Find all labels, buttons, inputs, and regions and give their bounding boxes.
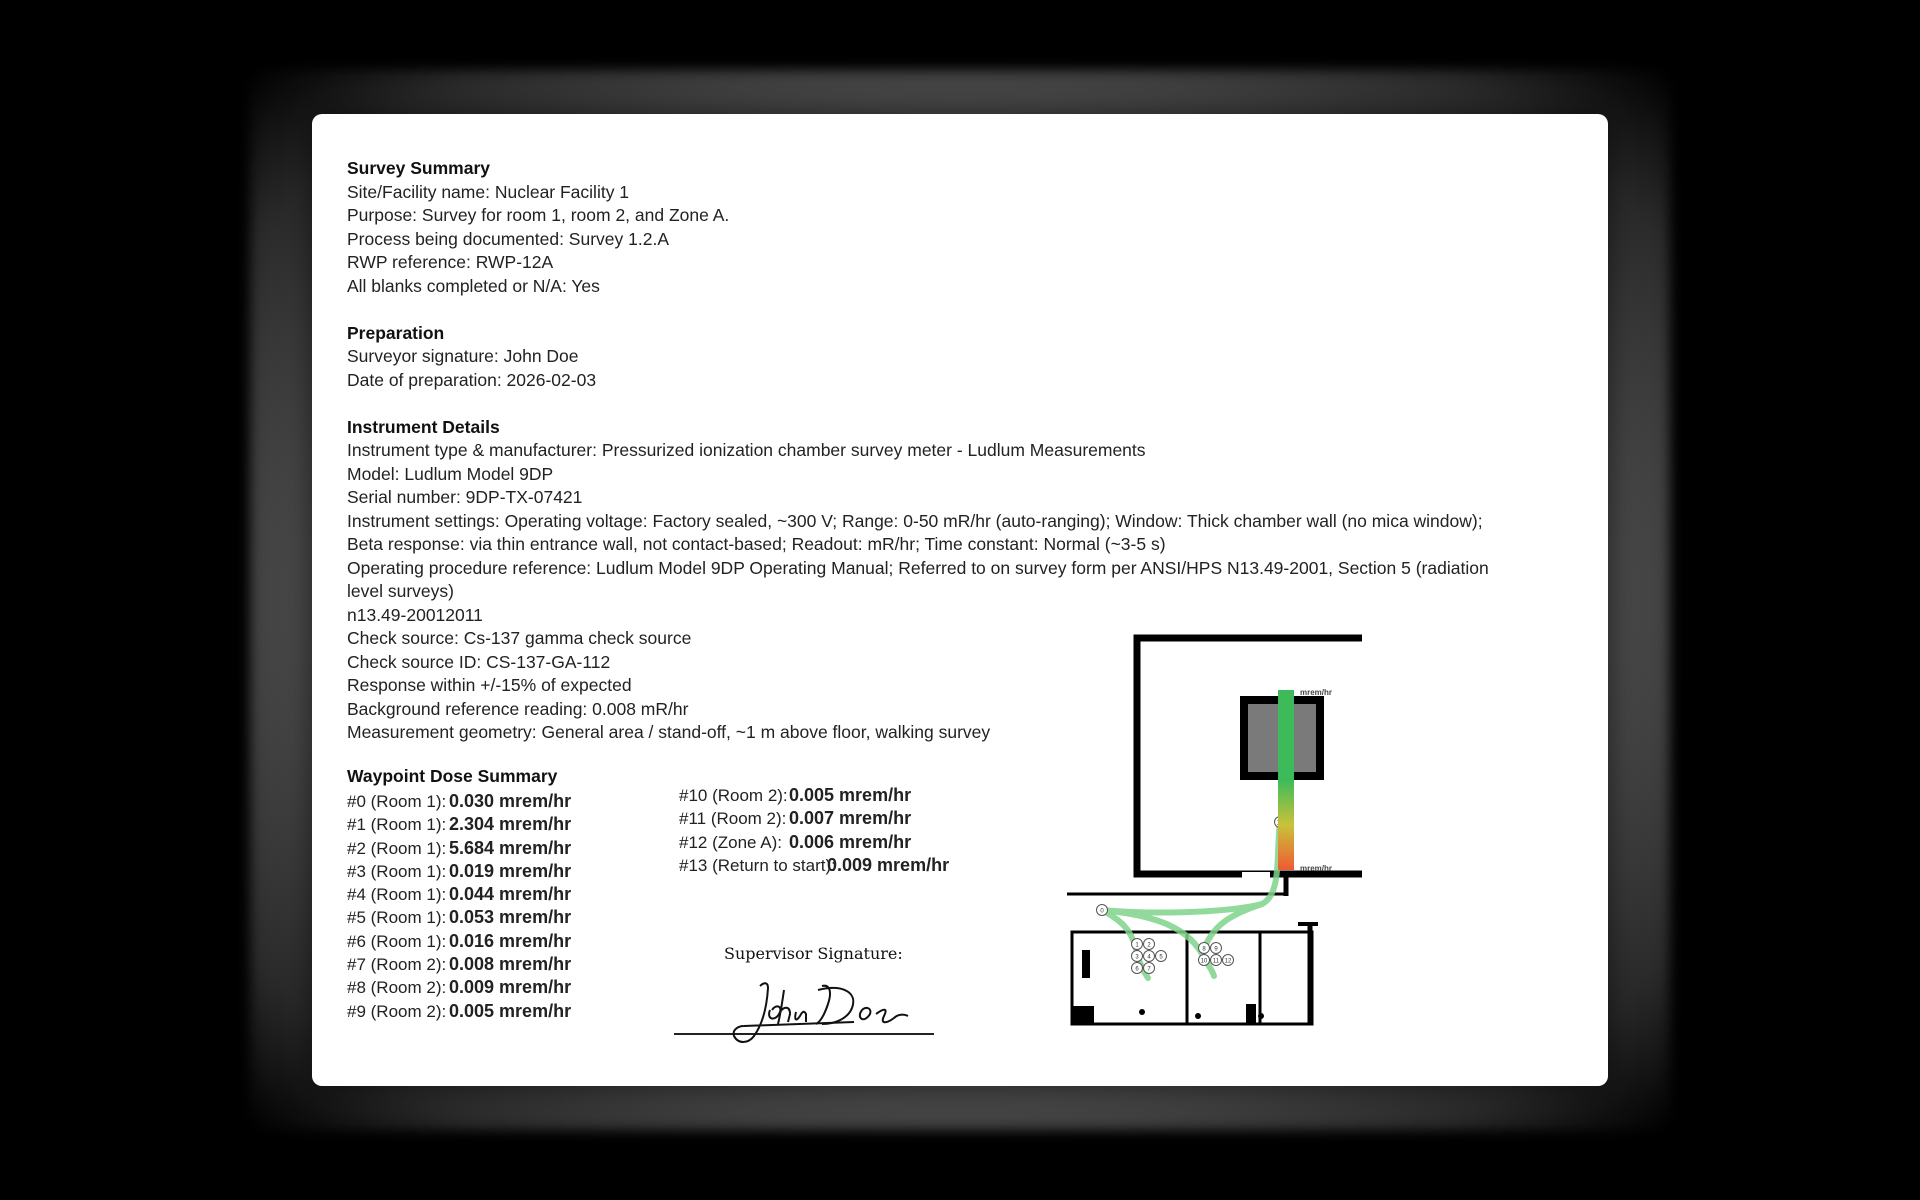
- waypoint-row: [347, 954, 571, 977]
- svg-text:7: 7: [1147, 966, 1151, 973]
- svg-text:4: 4: [1147, 954, 1151, 961]
- survey-path-segment: [1102, 822, 1280, 912]
- summary-line: RWP reference: RWP-12A: [347, 252, 554, 272]
- summary-line: All blanks completed or N/A: Yes: [347, 275, 600, 296]
- summary-line: Site/Facility name: Nuclear Facility 1: [347, 181, 630, 202]
- waypoint-row: [347, 977, 571, 1000]
- instrument-line: Instrument settings: Operating voltage: Factory sealed, ~300 V; Range: 0-50 mR/hr (auto-ranging); Window: Thick chamber wall (no mica window);: [347, 510, 1483, 531]
- waypoint-row: [679, 785, 949, 808]
- waypoint-row: [347, 791, 571, 814]
- preparation-line: Date of preparation: 2026-02-03: [347, 369, 597, 390]
- svg-text:9: 9: [1214, 946, 1218, 953]
- waypoint-dose-value: 0.005 mrem/hr: [449, 1000, 572, 1021]
- waypoint-marker: [1223, 955, 1234, 966]
- instrument-line: n13.49-20012011: [347, 604, 483, 625]
- waypoint-marker: [1211, 955, 1222, 966]
- waypoint-dose-value: 0.007 mrem/hr: [789, 808, 912, 829]
- waypoint-row: [347, 838, 571, 861]
- instrument-line: Check source: Cs-137 gamma check source: [347, 628, 692, 648]
- waypoint-marker: [1199, 955, 1210, 966]
- waypoint-label: #10 (Room 2):: [679, 786, 788, 805]
- instrument-line: Check source ID: CS-137-GA-112: [347, 651, 611, 672]
- waypoint-row: [347, 907, 571, 930]
- waypoint-marker: [1144, 963, 1155, 974]
- svg-text:3: 3: [1135, 954, 1139, 961]
- survey-path: [1102, 822, 1280, 978]
- instrument-line: Operating procedure reference: Ludlum Model 9DP Operating Manual; Referred to on survey form per ANSI/HPS N13.49-2001, Section 5 (radiation: [347, 557, 1489, 578]
- section-heading-preparation: Preparation: [347, 322, 445, 343]
- section-heading-instrument-details: Instrument Details: [347, 416, 500, 437]
- instrument-line: Background reference reading: 0.008 mR/hr: [347, 698, 689, 719]
- waypoint-marker: [1156, 951, 1167, 962]
- rooms-outline: [1072, 932, 1312, 1024]
- svg-text:8: 8: [1202, 946, 1206, 953]
- waypoint-dose-value: 2.304 mrem/hr: [449, 814, 572, 835]
- waypoint-marker: [1097, 905, 1108, 916]
- svg-text:11: 11: [1212, 958, 1220, 965]
- waypoint-label: #6 (Room 1):: [347, 931, 447, 951]
- svg-text:6: 6: [1135, 966, 1139, 973]
- waypoint-dose-value: 5.684 mrem/hr: [449, 837, 572, 858]
- waypoint-label: #4 (Room 1):: [347, 885, 447, 905]
- instrument-line: Model: Ludlum Model 9DP: [347, 463, 554, 484]
- summary-line: Process being documented: Survey 1.2.A: [347, 228, 669, 249]
- waypoint-dose-value: 0.009 mrem/hr: [827, 854, 950, 875]
- svg-text:2: 2: [1147, 942, 1151, 949]
- preparation-line: Surveyor signature: John Doe: [347, 346, 579, 366]
- waypoint-column-2: [679, 785, 949, 878]
- waypoint-column-1: [347, 791, 571, 1024]
- summary-line: Purpose: Survey for room 1, room 2, and Zone A.: [347, 205, 730, 225]
- waypoint-marker: [1199, 943, 1210, 954]
- survey-document: [312, 114, 1608, 1086]
- waypoint-label: #13 (Return to start):: [679, 855, 836, 875]
- svg-text:12: 12: [1224, 958, 1232, 965]
- waypoint-dose-value: 0.030 mrem/hr: [449, 791, 572, 811]
- section-heading-survey-summary: Survey Summary: [347, 158, 490, 178]
- waypoint-dose-value: 0.019 mrem/hr: [449, 860, 572, 881]
- waypoint-label: #11 (Room 2):: [679, 809, 787, 829]
- instrument-line: Serial number: 9DP-TX-07421: [347, 487, 583, 507]
- waypoint-label: #5 (Room 1):: [347, 908, 447, 928]
- legend-unit-bottom: mrem/hr: [1300, 864, 1333, 873]
- waypoint-row: [347, 861, 571, 884]
- waypoint-row: [679, 832, 949, 855]
- waypoint-marker: [1132, 963, 1143, 974]
- section-heading-waypoint-dose-summary: Waypoint Dose Summary: [347, 766, 558, 786]
- svg-text:1: 1: [1135, 942, 1139, 949]
- waypoint-label: #7 (Room 2):: [347, 955, 447, 975]
- waypoint-marker: [1144, 939, 1155, 950]
- waypoint-dose-value: 0.044 mrem/hr: [449, 884, 572, 905]
- waypoint-dose-value: 0.053 mrem/hr: [449, 907, 572, 928]
- waypoint-row: [347, 931, 571, 954]
- waypoint-row: [347, 1001, 571, 1024]
- waypoint-dose-value: 0.008 mrem/hr: [449, 954, 572, 975]
- instrument-line: Instrument type & manufacturer: Pressurized ionization chamber survey meter - Ludlum Measurements: [347, 440, 1146, 460]
- document-body: [347, 157, 1592, 745]
- legend-unit-top: mrem/hr: [1300, 688, 1333, 697]
- waypoint-dose-value: 0.016 mrem/hr: [449, 930, 572, 951]
- waypoint-marker: [1132, 951, 1143, 962]
- waypoint-label: #8 (Room 2):: [347, 978, 447, 998]
- svg-text:10: 10: [1200, 958, 1208, 965]
- dose-color-scale: [1278, 690, 1294, 870]
- waypoint-marker: [1144, 951, 1155, 962]
- instrument-line: Measurement geometry: General area / stand-off, ~1 m above floor, walking survey: [347, 722, 991, 742]
- waypoint-row: [679, 808, 949, 831]
- instrument-line: level surveys): [347, 581, 454, 601]
- waypoint-label: #12 (Zone A):: [679, 832, 783, 852]
- instrument-line: Beta response: via thin entrance wall, not contact-based; Readout: mR/hr; Time constant: Normal (~3-5 s): [347, 534, 1166, 554]
- waypoint-row: [347, 884, 571, 907]
- waypoint-label: #3 (Room 1):: [347, 861, 447, 881]
- svg-text:5: 5: [1159, 954, 1163, 961]
- waypoint-dose-value: 0.006 mrem/hr: [789, 831, 912, 852]
- floor-plan-map: [1062, 614, 1362, 1034]
- waypoint-label: #9 (Room 2):: [347, 1001, 447, 1021]
- waypoint-label: #1 (Room 1):: [347, 815, 447, 835]
- supervisor-signature: [672, 964, 942, 1054]
- instrument-line: Response within +/-15% of expected: [347, 675, 632, 695]
- waypoint-dose-value: 0.009 mrem/hr: [449, 977, 572, 998]
- waypoint-marker: [1211, 943, 1222, 954]
- waypoint-label: #0 (Room 1):: [347, 792, 447, 811]
- svg-text:0: 0: [1100, 908, 1104, 915]
- supervisor-signature-caption: Supervisor Signature:: [724, 944, 903, 963]
- waypoint-marker: [1132, 939, 1143, 950]
- waypoint-row: [679, 855, 949, 878]
- waypoint-row: [347, 814, 571, 837]
- waypoint-label: #2 (Room 1):: [347, 838, 447, 858]
- waypoint-dose-value: 0.005 mrem/hr: [789, 785, 912, 805]
